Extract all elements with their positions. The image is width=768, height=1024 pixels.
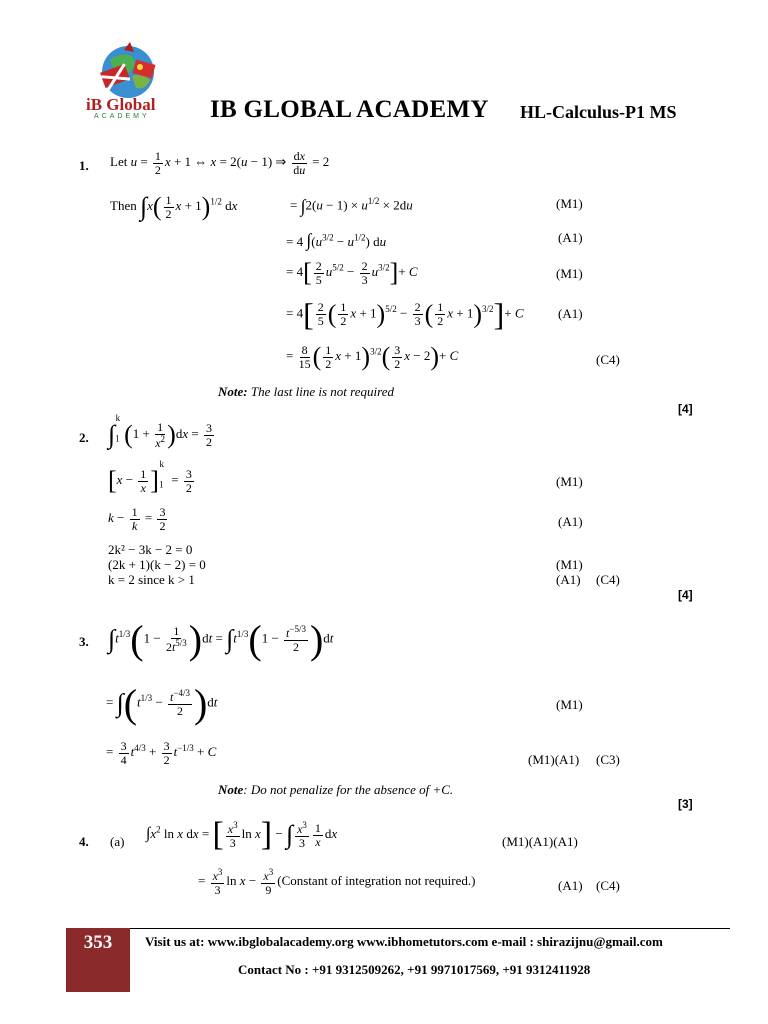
q2-antiderivative: [x − $\frac{1}{x}$ ]$_1^k$ = $\frac{3}{2}$ [108,458,192,495]
q2-quadratic: 2k² − 3k − 2 = 0 [108,542,193,557]
q4-result: = $\frac{x^3}{3}$ ln x − $\frac{x^3}{9}$ (Constant of integration not required.) [198,867,476,897]
question-number: 4. [79,834,89,849]
mark: (C4) [596,572,620,587]
q2-equation: k − $\frac{1}{k}$ = $\frac{3}{2}$ [108,505,166,533]
q1-step1: = $\int 2(u - 1) \times u^{1/2} \times 2du$ [290,196,413,216]
mark: (M1)(A1)(A1) [502,834,578,849]
q2-factorised: (2k + 1)(k − 2) = 0 [108,557,206,572]
mark: (A1) [558,230,583,245]
mark: (C3) [596,752,620,767]
question-number: 2. [79,430,89,445]
svg-text:iB Global: iB Global [86,95,156,114]
footer-divider [66,928,730,929]
mark: (M1)(A1) [528,752,580,767]
q3-total: [3] [678,797,693,811]
question-number: 3. [79,634,89,649]
q1-step2: = 4 $\int(u^{3/2} - u^{1/2})$ du [286,230,387,250]
mark: (A1) [558,514,583,529]
q1-step3: = 4[ $\frac{2}{5}$ $u^{5/2}$ − $\frac{2}{3}$ $u^{3/2}]+ C$ [286,258,418,287]
mark: (C4) [596,878,620,893]
paper-subtitle: HL-Calculus-P1 MS [520,102,677,122]
mark: (A1) [556,572,581,587]
mark: (A1) [558,306,583,321]
mark: (M1) [556,557,583,572]
q2-solution: k = 2 since k > 1 [108,572,195,587]
q3-result: = $\frac{3}{4}$ $t^{4/3}$ + $\frac{3}{2}$ $t^{-1/3} + C$ [106,739,217,767]
academy-title: IB GLOBAL ACADEMY [210,96,489,123]
q2-total: [4] [678,588,693,602]
q1-substitution: Let u = $\frac{1}{2}$ x + 1 ⇔ x = 2(u − 1) ⇒ $\frac{dx}{du}$ = 2 [110,149,330,177]
mark: (M1) [556,474,583,489]
q2-integral: $\int_1^k(1$ + $\frac{1}{x^2}$ )dx = $\frac{3}{2}$ [108,412,212,450]
question-number: 1. [79,158,89,173]
q1-step4: = 4[ $\frac{2}{5}$ ( $\frac{1}{2}$ x + 1)$^{5/2}$ − $\frac{2}{3}$ ( $\frac{1}{2}$ x + 1)$^{3/2}$]+ C [286,296,524,332]
q1-integral-lhs: Then ∫x( $\frac{1}{2}$ x + 1)$^{1/2}$ dx [110,192,238,221]
mark: (M1) [556,266,583,281]
mark: (M1) [556,697,583,712]
q1-total: [4] [678,402,693,416]
q3-note: Note: Do not penalize for the absence of +C. [218,782,454,797]
page-number: 353 [83,932,113,953]
academy-logo [80,42,176,118]
mark: (M1) [556,196,583,211]
q4-part-label: (a) [110,834,125,849]
svg-text:ACADEMY: ACADEMY [94,113,150,118]
q3-expanded: = $\int(t^{1/3}$ − $\frac{t^{-4/3}}{2}$ )dt [106,681,218,726]
q1-step5: = $\frac{8}{15}$ ( $\frac{1}{2}$ x + 1)$^{3/2}$( $\frac{3}{2}$ x − 2)+ C [286,342,459,371]
footer-contact: Contact No : +91 9312509262, +91 9971017569, +91 9312411928 [238,962,591,977]
q1-note: Note: The last line is not required [218,384,394,399]
footer-websites: Visit us at: www.ibglobalacademy.org www.ibhometutors.com e-mail : shirazijnu@gmail.com [145,934,663,949]
q4-integration-by-parts: $\int x^2$ ln x dx = [ $\frac{x^3}{3}$ ln x] − ∫ $\frac{x^3}{3}$ $\frac{1}{x}$ dx [146,816,338,853]
mark: (C4) [596,352,620,367]
mark: (A1) [558,878,583,893]
q3-integral: $\int t^{1/3}(1$ − $\frac{1}{2t^{5/3}}$ )$dt = \int t^{1/3}(1$ − $\frac{t^{-5/3}}{2}$ )dt [108,617,334,662]
